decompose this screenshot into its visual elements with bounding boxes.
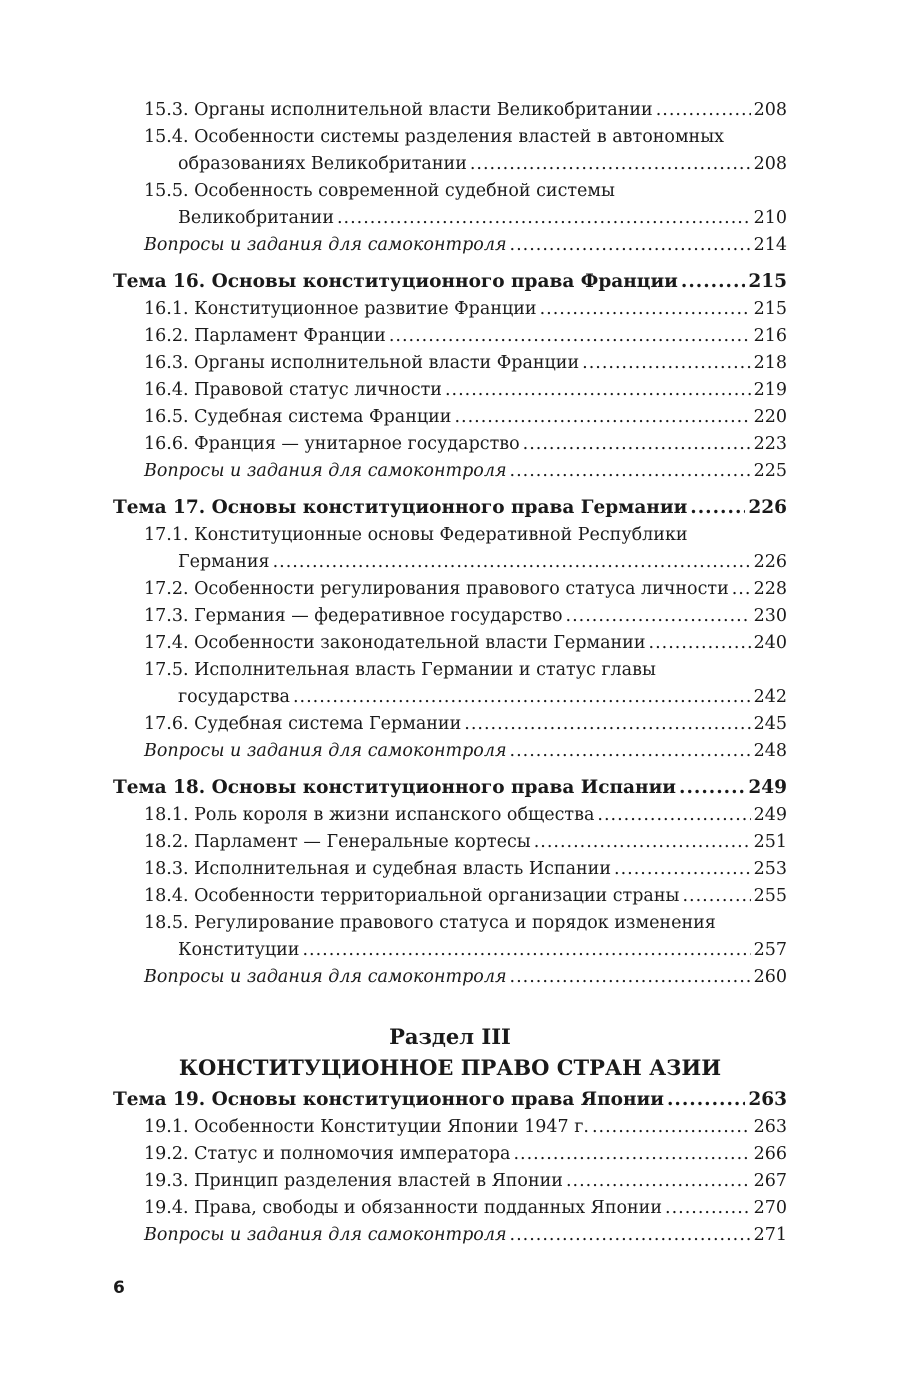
toc-entry-questions-16	[113, 458, 787, 485]
toc-entry-page: 208	[753, 100, 787, 120]
toc-entry-16-4	[113, 377, 787, 404]
toc-entry-19-4	[113, 1195, 787, 1222]
toc-entry-title: 16.6. Франция — унитарное государство	[144, 434, 520, 454]
toc-entry-page: 253	[753, 859, 787, 879]
toc-entry-17-6	[113, 711, 787, 738]
section-heading	[113, 1021, 787, 1083]
toc-entry-page: 208	[753, 154, 787, 174]
toc-topic-page: 226	[748, 497, 787, 518]
toc-entry-page: 240	[753, 633, 787, 653]
toc-entry-page: 215	[753, 299, 787, 319]
toc-entry-17-2	[113, 576, 787, 603]
toc-entry-title: 15.3. Органы исполнительной власти Великобритании	[144, 100, 653, 120]
toc-entry-title: 19.1. Особенности Конституции Японии 1947 г.	[144, 1117, 589, 1137]
toc-entry-17-3	[113, 603, 787, 630]
toc-entry-title: 17.5. Исполнительная власть Германии и статус главы	[144, 660, 656, 680]
dot-leader	[649, 630, 751, 657]
toc-topic-19	[113, 1085, 787, 1114]
toc-entry-title: 16.4. Правовой статус личности	[144, 380, 442, 400]
toc-entry-16-3	[113, 350, 787, 377]
dot-leader	[690, 493, 745, 522]
dot-leader	[679, 773, 745, 802]
dot-leader	[566, 603, 751, 630]
toc-entry-19-1	[113, 1114, 787, 1141]
toc-entry-title: 17.2. Особенности регулирования правового статуса личности	[144, 579, 729, 599]
dot-leader	[523, 431, 751, 458]
toc-entry-16-6	[113, 431, 787, 458]
toc-entry-questions-17	[113, 738, 787, 765]
toc-entry-page: 214	[753, 235, 787, 255]
toc-entry-18-4	[113, 883, 787, 910]
toc-entry-18-3	[113, 856, 787, 883]
dot-leader	[534, 829, 751, 856]
toc-entry-17-4	[113, 630, 787, 657]
toc-entry-title: 16.2. Парламент Франции	[144, 326, 386, 346]
toc-entry-title: Вопросы и задания для самоконтроля	[144, 461, 507, 481]
toc-entry-16-5	[113, 404, 787, 431]
toc-entry-title: 16.3. Органы исполнительной власти Франции	[144, 353, 580, 373]
toc-entry-page: 249	[753, 805, 787, 825]
dot-leader	[273, 549, 751, 576]
dot-leader	[667, 1085, 745, 1114]
toc-entry-title: 15.5. Особенность современной судебной системы	[144, 181, 615, 201]
dot-leader	[510, 1222, 751, 1249]
toc-entry-title: 18.5. Регулирование правового статуса и порядок изменения	[144, 913, 716, 933]
toc-topic-16	[113, 267, 787, 296]
toc-entry-title: Вопросы и задания для самоконтроля	[144, 967, 507, 987]
toc-entry-19-3	[113, 1168, 787, 1195]
dot-leader	[592, 1114, 751, 1141]
toc-entry-page: 242	[753, 687, 787, 707]
toc-entry-title: Вопросы и задания для самоконтроля	[144, 1225, 507, 1245]
toc-entry-page: 255	[753, 886, 787, 906]
toc-entry-page: 271	[753, 1225, 787, 1245]
toc-entry-18-1	[113, 802, 787, 829]
dot-leader	[510, 738, 751, 765]
toc-entry-17-5	[113, 657, 787, 711]
page-number: 6	[113, 1278, 125, 1298]
dot-leader	[293, 684, 751, 711]
toc-topic-page: 215	[748, 271, 787, 292]
toc-topic-title: Тема 18. Основы конституционного права Испании	[113, 777, 677, 798]
toc-topic-17	[113, 493, 787, 522]
toc-entry-title: 19.4. Права, свободы и обязанности подданных Японии	[144, 1198, 663, 1218]
dot-leader	[454, 404, 750, 431]
section-title: КОНСТИТУЦИОННОЕ ПРАВО СТРАН АЗИИ	[178, 1055, 722, 1080]
toc-entry-questions-19	[113, 1222, 787, 1249]
dot-leader	[582, 350, 750, 377]
toc-entry-questions-18	[113, 964, 787, 991]
toc-entry-page: 210	[753, 208, 787, 228]
toc-entry-page: 226	[753, 552, 787, 572]
dot-leader	[510, 232, 751, 259]
dot-leader	[470, 151, 751, 178]
toc-entry-title: 18.3. Исполнительная и судебная власть Испании	[144, 859, 611, 879]
toc-entry-page: 228	[753, 579, 787, 599]
toc-entry-page: 219	[753, 380, 787, 400]
toc-entry-page: 260	[753, 967, 787, 987]
toc-entry-title: 17.1. Конституционные основы Федеративной Республики	[144, 525, 688, 545]
dot-leader	[682, 883, 750, 910]
toc-entry-title: 16.1. Конституционное развитие Франции	[144, 299, 537, 319]
toc-topic-title: Тема 17. Основы конституционного права Германии	[113, 497, 688, 518]
toc-entry-title: Вопросы и задания для самоконтроля	[144, 235, 507, 255]
toc-entry-page: 263	[753, 1117, 787, 1137]
dot-leader	[510, 964, 751, 991]
toc-entry-page: 245	[753, 714, 787, 734]
dot-leader	[510, 458, 751, 485]
toc-entry-page: 230	[753, 606, 787, 626]
toc-entry-18-5	[113, 910, 787, 964]
dot-leader	[302, 937, 750, 964]
toc-entry-16-1	[113, 296, 787, 323]
dot-leader	[732, 576, 751, 603]
toc-entry-page: 248	[753, 741, 787, 761]
toc-entry-15-3	[113, 97, 787, 124]
toc-entry-questions-15	[113, 232, 787, 259]
toc-entry-page: 218	[753, 353, 787, 373]
table-of-contents	[113, 97, 787, 1249]
toc-entry-title: 19.2. Статус и полномочия императора	[144, 1144, 511, 1164]
toc-entry-page: 251	[753, 832, 787, 852]
toc-entry-page: 270	[753, 1198, 787, 1218]
toc-topic-page: 263	[748, 1089, 787, 1110]
dot-leader	[656, 97, 751, 124]
toc-entry-15-4	[113, 124, 787, 178]
dot-leader	[597, 802, 750, 829]
toc-entry-page: 257	[753, 940, 787, 960]
dot-leader	[513, 1141, 750, 1168]
toc-entry-title: 19.3. Принцип разделения властей в Японии	[144, 1171, 563, 1191]
dot-leader	[665, 1195, 751, 1222]
toc-entry-17-1	[113, 522, 787, 576]
toc-entry-page: 220	[753, 407, 787, 427]
toc-topic-18	[113, 773, 787, 802]
section-label: Раздел III	[389, 1024, 511, 1049]
toc-entry-title: 15.4. Особенности системы разделения властей в автономных	[144, 127, 725, 147]
toc-entry-title-cont: Великобритании	[178, 208, 334, 228]
toc-entry-16-2	[113, 323, 787, 350]
toc-topic-title: Тема 16. Основы конституционного права Франции	[113, 271, 678, 292]
toc-entry-title-cont: Конституции	[178, 940, 300, 960]
toc-entry-title: 17.6. Судебная система Германии	[144, 714, 462, 734]
toc-entry-title: 17.3. Германия — федеративное государство	[144, 606, 563, 626]
toc-entry-title: 16.5. Судебная система Франции	[144, 407, 452, 427]
dot-leader	[540, 296, 751, 323]
toc-entry-title-cont: образованиях Великобритании	[178, 154, 467, 174]
toc-entry-page: 225	[753, 461, 787, 481]
toc-entry-title: 18.1. Роль короля в жизни испанского общества	[144, 805, 595, 825]
toc-entry-title: 17.4. Особенности законодательной власти Германии	[144, 633, 646, 653]
toc-topic-page: 249	[748, 777, 787, 798]
toc-topic-title: Тема 19. Основы конституционного права Японии	[113, 1089, 664, 1110]
dot-leader	[445, 377, 751, 404]
toc-entry-18-2	[113, 829, 787, 856]
toc-entry-page: 216	[753, 326, 787, 346]
dot-leader	[389, 323, 751, 350]
dot-leader	[681, 267, 745, 296]
dot-leader	[614, 856, 751, 883]
toc-entry-title: Вопросы и задания для самоконтроля	[144, 741, 507, 761]
toc-entry-title: 18.2. Парламент — Генеральные кортесы	[144, 832, 531, 852]
dot-leader	[566, 1168, 751, 1195]
toc-entry-title-cont: Германия	[178, 552, 270, 572]
toc-entry-title: 18.4. Особенности территориальной организации страны	[144, 886, 680, 906]
toc-entry-page: 267	[753, 1171, 787, 1191]
toc-entry-page: 223	[753, 434, 787, 454]
dot-leader	[464, 711, 750, 738]
dot-leader	[337, 205, 751, 232]
toc-entry-page: 266	[753, 1144, 787, 1164]
toc-entry-15-5	[113, 178, 787, 232]
toc-entry-19-2	[113, 1141, 787, 1168]
toc-entry-title-cont: государства	[178, 687, 290, 707]
